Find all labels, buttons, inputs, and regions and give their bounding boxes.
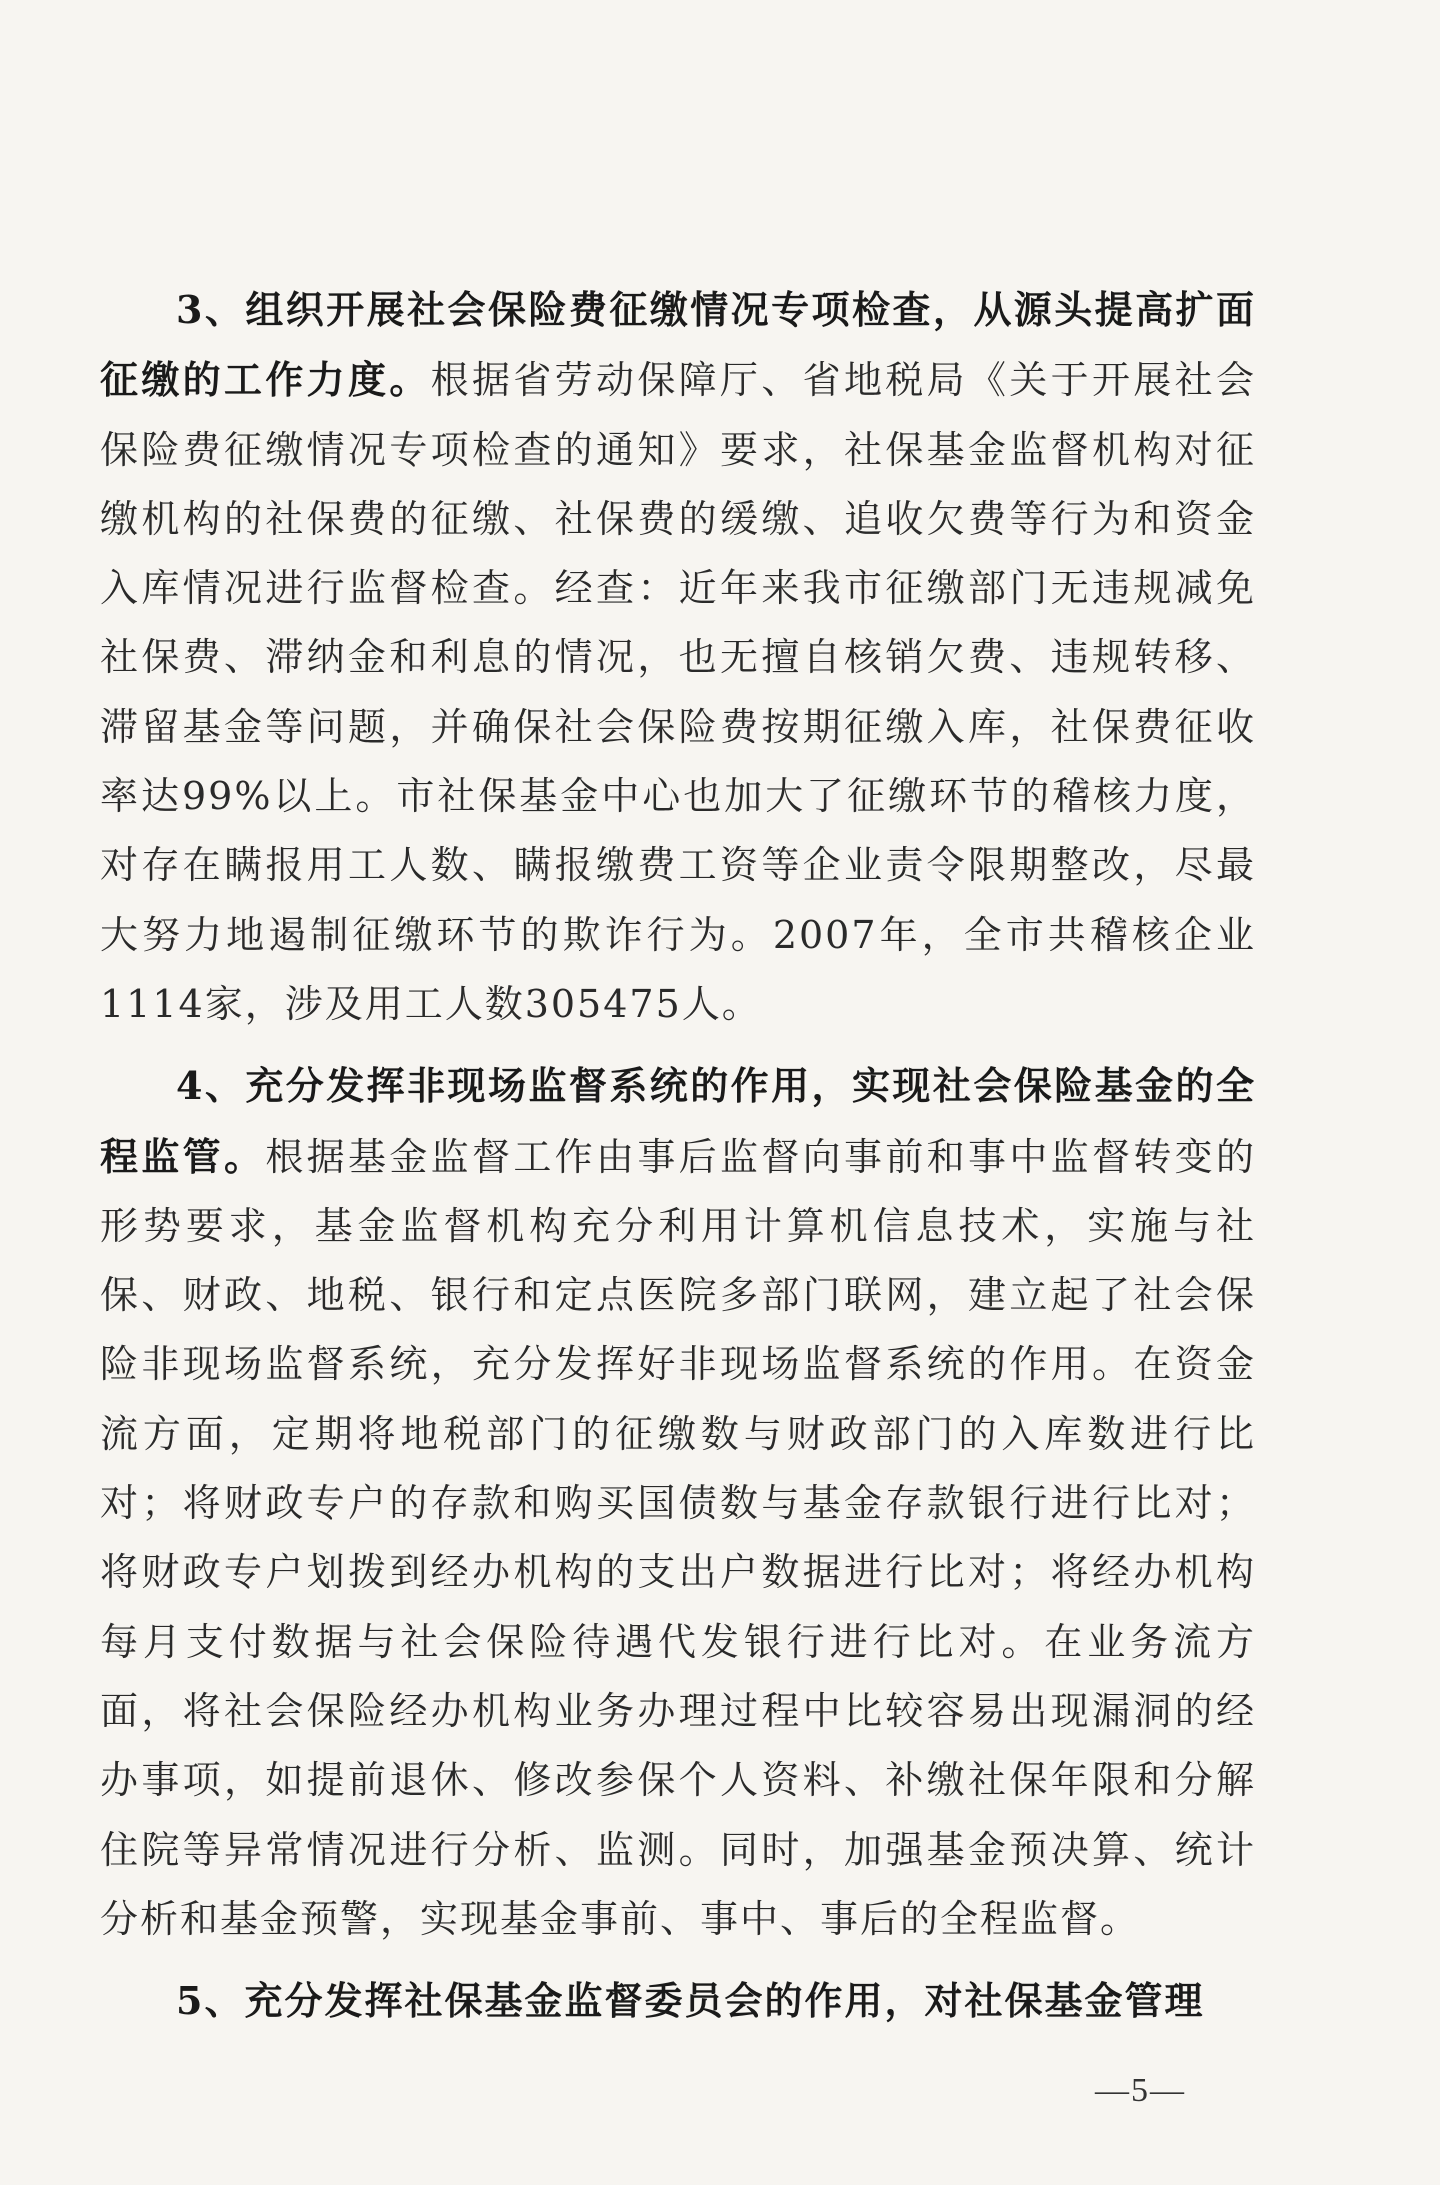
page-number: —5— [1095, 2072, 1186, 2109]
paragraph-3-text: 根据省劳动保障厅、省地税局《关于开展社会保险费征缴情况专项检查的通知》要求，社保基金监督机构对征缴机构的社保费的征缴、社保费的缓缴、追收欠费等行为和资金入库情况进行监督检查。经查：近年来我市征缴部门无违规减免社保费、滞纳金和利息的情况，也无擅自核销欠费、违规转移、滞留基金等问题，并确保社会保险费按期征缴入库，社保费征收率达99%以上。市社保基金中心也加大了征缴环节的稽核力度，对存在瞒报用工人数、瞒报缴费工资等企业责令限期整改，尽最大努力地遏制征缴环节的欺诈行为。2007年，全市共稽核企业1114家，涉及用工人数305475人。 [100, 358, 1256, 1026]
document-body [100, 275, 1256, 2048]
paragraph-4 [100, 1051, 1256, 1954]
paragraph-4-text: 根据基金监督工作由事后监督向事前和事中监督转变的形势要求，基金监督机构充分利用计算机信息技术，实施与社保、财政、地税、银行和定点医院多部门联网，建立起了社会保险非现场监督系统，充分发挥好非现场监督系统的作用。在资金流方面，定期将地税部门的征缴数与财政部门的入库数进行比对；将财政专户的存款和购买国债数与基金存款银行进行比对；将财政专户划拨到经办机构的支出户数据进行比对；将经办机构每月支付数据与社会保险待遇代发银行进行比对。在业务流方面，将社会保险经办机构业务办理过程中比较容易出现漏洞的经办事项，如提前退休、修改参保个人资料、补缴社保年限和分解住院等异常情况进行分析、监测。同时，加强基金预决算、统计分析和基金预警，实现基金事前、事中、事后的全程监督。 [100, 1134, 1256, 1941]
paragraph-5-heading: 5、充分发挥社保基金监督委员会的作用，对社保基金管理 [176, 1978, 1205, 2024]
paragraph-4-heading: 4、充分发挥非现场监督系统的作用，实现社会保险基金的全程监管。 [100, 1063, 1256, 1179]
paragraph-3 [100, 275, 1256, 1039]
paragraph-5 [100, 1966, 1256, 2036]
paragraph-3-heading: 3、组织开展社会保险费征缴情况专项检查，从源头提高扩面征缴的工作力度。 [100, 287, 1256, 403]
